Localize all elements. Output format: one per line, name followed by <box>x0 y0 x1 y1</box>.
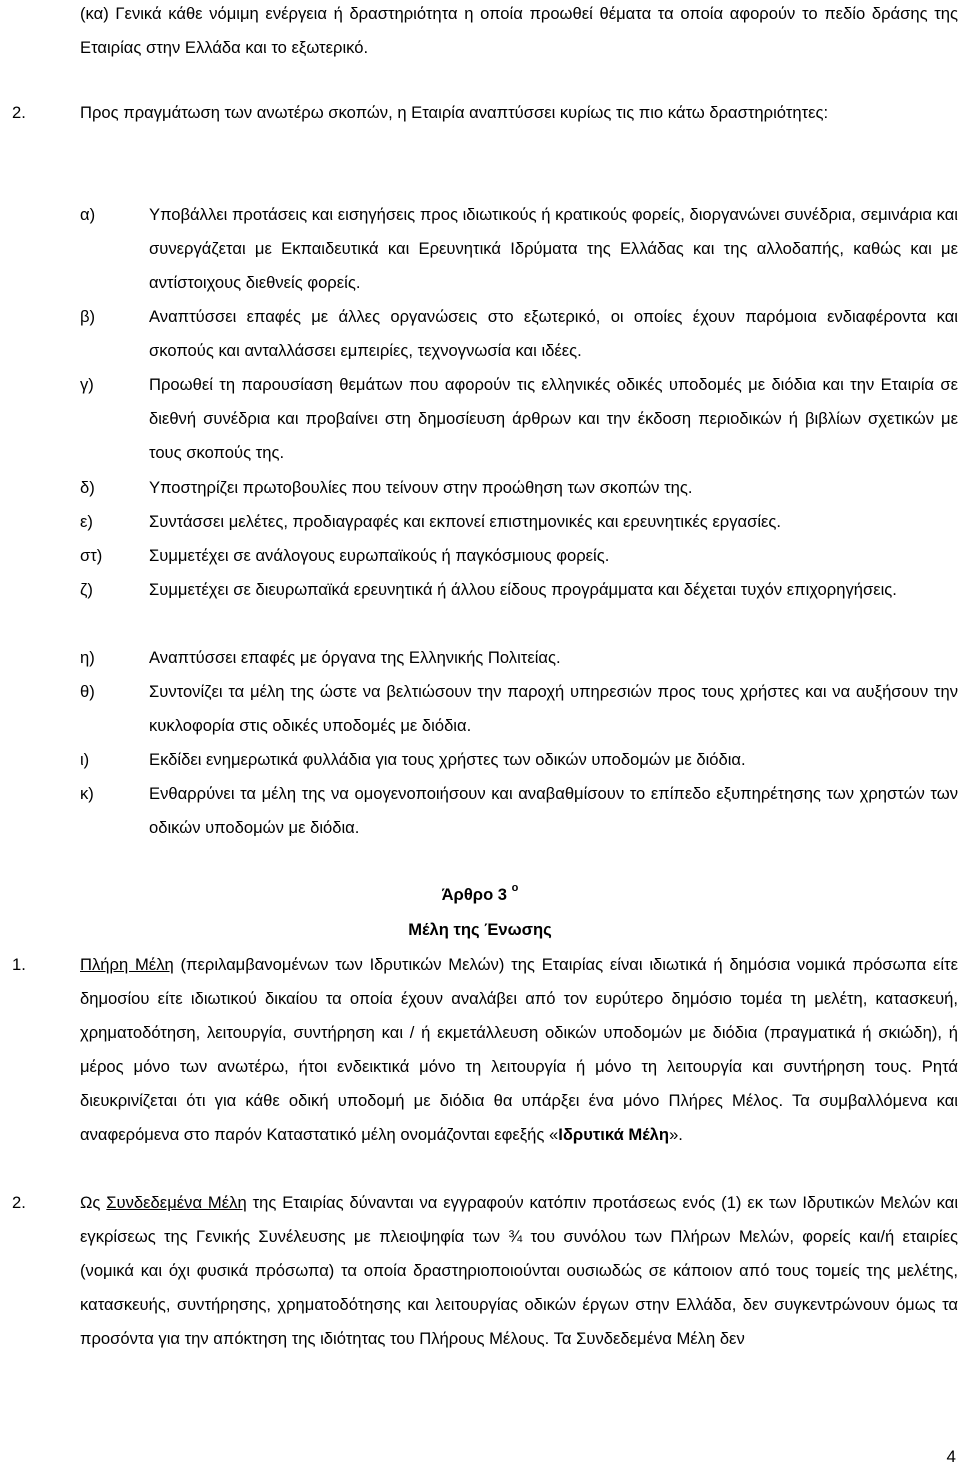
article-number <box>0 878 960 912</box>
article-number-sup: ο <box>511 882 519 894</box>
list-item-label: θ) <box>80 682 95 701</box>
item-ka-label: (κα) <box>80 4 109 23</box>
art-point-1-end: ». <box>669 1125 683 1144</box>
list-item-label: α) <box>80 205 96 224</box>
art-point-2-text <box>80 1186 958 1356</box>
item-ka <box>80 0 958 65</box>
art-point-2-number: 2. <box>12 1193 26 1212</box>
list-item-text: Υποβάλλει προτάσεις και εισηγήσεις προς ιδιωτικούς ή κρατικούς φορείς, διοργανώνει συνέδρια, σεμινάρια και συνεργάζεται με Εκπαιδευτικά και Ερευνητικά Ιδρύματα της Ελλάδας και της αλλοδαπής, καθώς και με αντίστοιχους διεθνείς φορείς. <box>149 205 958 292</box>
page-number: 4 <box>946 1447 956 1466</box>
list-item-label: ε) <box>80 512 93 531</box>
article-title: Μέλη της Ένωσης <box>408 920 552 939</box>
list-item-label: ι) <box>80 750 90 769</box>
list-item-label: στ) <box>80 546 103 565</box>
term-associate-members: Συνδεδεμένα Μέλη <box>106 1193 247 1212</box>
list-item-text: Αναπτύσσει επαφές με όργανα της Ελληνικής Πολιτείας. <box>149 648 561 667</box>
list-item-label: κ) <box>80 784 94 803</box>
art-point-2-prefix: Ως <box>80 1193 107 1212</box>
list-item-text: Υποστηρίζει πρωτοβουλίες που τείνουν στην προώθηση των σκοπών της. <box>149 478 693 497</box>
point-2-number: 2. <box>12 103 26 122</box>
art-point-1-text <box>80 948 958 1152</box>
list-item-text: Συμμετέχει σε διευρωπαϊκά ερευνητικά ή άλλου είδους προγράμματα και δέχεται τυχόν επιχορηγήσεις. <box>149 580 897 599</box>
list-item-text: Συντονίζει τα μέλη της ώστε να βελτιώσουν την παροχή υπηρεσιών προς τους χρήστες και να αυξήσουν την κυκλοφορία στις οδικές υποδομές με διόδια. <box>149 682 958 735</box>
list-item-label: ζ) <box>80 580 93 599</box>
art-point-2-body: της Εταιρίας δύνανται να εγγραφούν κατόπιν προτάσεως ενός (1) εκ των Ιδρυτικών Μελών και εγκρίσεως της Γενικής Συνέλευσης με πλειοψηφία των ¾ του συνόλου των Πλήρων Μελών, φορείς και/ή εταιρίες (νομικά και όχι φυσικά πρόσωπα) τα οποία δραστηριοποιούνται ουσιωδώς σε κάποιον από τους τομείς της μελέτης, κατασκευής, συντήρησης, χρηματοδότησης και λειτουργίας οδικών έργων στην Ελλάδα, δεν συγκεντρώνουν όμως τα προσόντα για την απόκτηση της ιδιότητας του Πλήρους Μέλους. Τα Συνδεδεμένα Μέλη δεν <box>80 1193 959 1348</box>
list-item-text: Συντάσσει μελέτες, προδιαγραφές και εκπονεί επιστημονικές και ερευνητικές εργασίες. <box>149 512 782 531</box>
list-item-text: Συμμετέχει σε ανάλογους ευρωπαϊκούς ή παγκόσμιους φορείς. <box>149 546 610 565</box>
list-item-label: γ) <box>80 375 94 394</box>
item-ka-text: Γενικά κάθε νόμιμη ενέργεια ή δραστηριότητα η οποία προωθεί θέματα τα οποία αφορούν το πεδίο δράσης της Εταιρίας στην Ελλάδα και το εξωτερικό. <box>80 4 958 57</box>
list-item-label: η) <box>80 648 95 667</box>
list-item-text: Αναπτύσσει επαφές με άλλες οργανώσεις στο εξωτερικό, οι οποίες έχουν παρόμοια ενδιαφέροντα και σκοπούς και ανταλλάσσει εμπειρίες, τεχνογνωσία και ιδέες. <box>149 307 958 360</box>
art-point-1-body: (περιλαμβανομένων των Ιδρυτικών Μελών) της Εταιρίας είναι ιδιωτικά ή δημόσια νομικά πρόσωπα είτε δημοσίου είτε ιδιωτικού δικαίου τα οποία έχουν αναλάβει από τον ευρύτερο δημόσιο τομέα τη μελέτη, κατασκευή, χρηματοδότηση, λειτουργία, συντήρηση και / ή εκμετάλλευση οδικών υποδομών με διόδια (πραγματικά ή σκιώδη), ή μέρος μόνο των ανωτέρω, ήτοι ενδεικτικά μόνο τη λειτουργία ή μόνο τη λειτουργία και συντήρηση τους. Ρητά διευκρινίζεται ότι για κάθε οδική υποδομή με διόδια θα υπάρξει ένα μόνο Πλήρες Μέλος. Τα συμβαλλόμενα και αναφερόμενα στο παρόν Καταστατικό μέλη ονομάζονται εφεξής « <box>80 955 958 1144</box>
term-founding-members: Ιδρυτικά Μέλη <box>558 1125 670 1144</box>
point-2-text: Προς πραγμάτωση των ανωτέρω σκοπών, η Εταιρία αναπτύσσει κυρίως τις πιο κάτω δραστηριότητες: <box>80 103 829 122</box>
art-point-1-number: 1. <box>12 955 26 974</box>
list-item-text: Ενθαρρύνει τα μέλη της να ομογενοποιήσουν και αναβαθμίσουν το επίπεδο εξυπηρέτησης των χρηστών των οδικών υποδομών με διόδια. <box>149 784 958 837</box>
term-full-members: Πλήρη Μέλη <box>80 955 174 974</box>
article-number-text: Άρθρο 3 <box>441 885 508 904</box>
list-item-text: Προωθεί τη παρουσίαση θεμάτων που αφορούν τις ελληνικές οδικές υποδομές με διόδια και την Εταιρία σε διεθνή συνέδρια και προβαίνει στη δημοσίευση άρθρων και την έκδοση περιοδικών ή βιβλίων σχετικών με τους σκοπούς της. <box>149 375 958 462</box>
list-item-label: β) <box>80 307 96 326</box>
list-item-label: δ) <box>80 478 95 497</box>
list-item-text: Εκδίδει ενημερωτικά φυλλάδια για τους χρήστες των οδικών υποδομών με διόδια. <box>149 750 746 769</box>
